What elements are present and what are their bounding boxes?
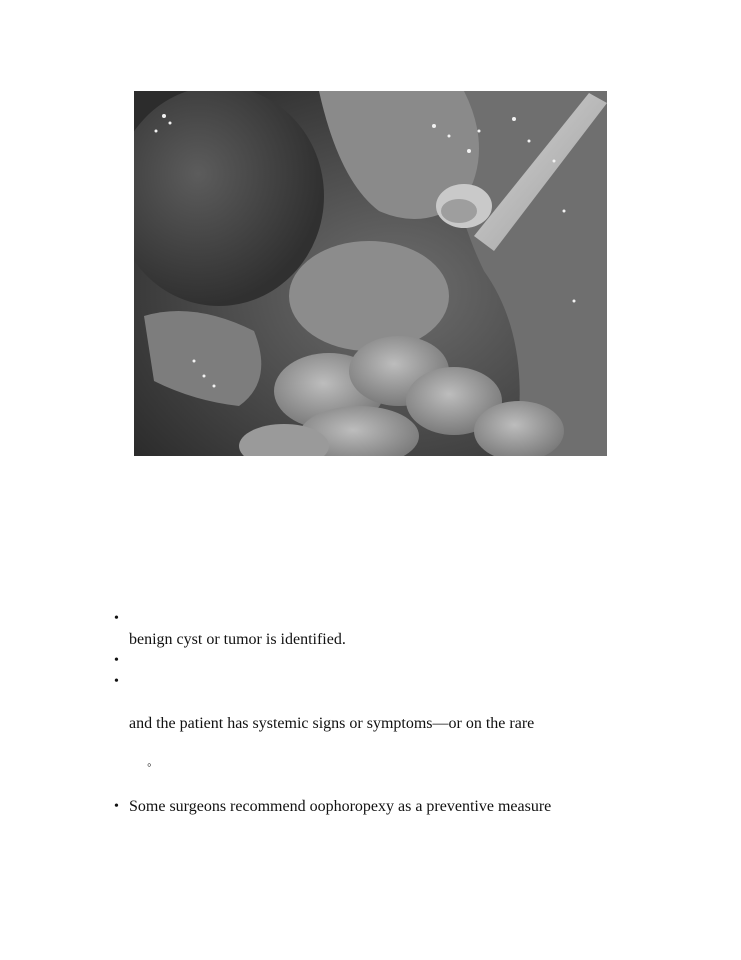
list-item-3-continuation: and the patient has systemic signs or symptoms—or on the rare	[129, 715, 535, 732]
list-item-1-continuation: benign cyst or tumor is identified.	[129, 631, 346, 648]
bullet-2: •	[114, 653, 119, 668]
list-item-4: Some surgeons recommend oophoropexy as a preventive measure	[129, 798, 552, 815]
bullet-1: •	[114, 611, 119, 626]
sub-bullet-1: ◦	[147, 757, 152, 772]
bullet-4: •	[114, 799, 119, 814]
bullet-3: •	[114, 674, 119, 689]
